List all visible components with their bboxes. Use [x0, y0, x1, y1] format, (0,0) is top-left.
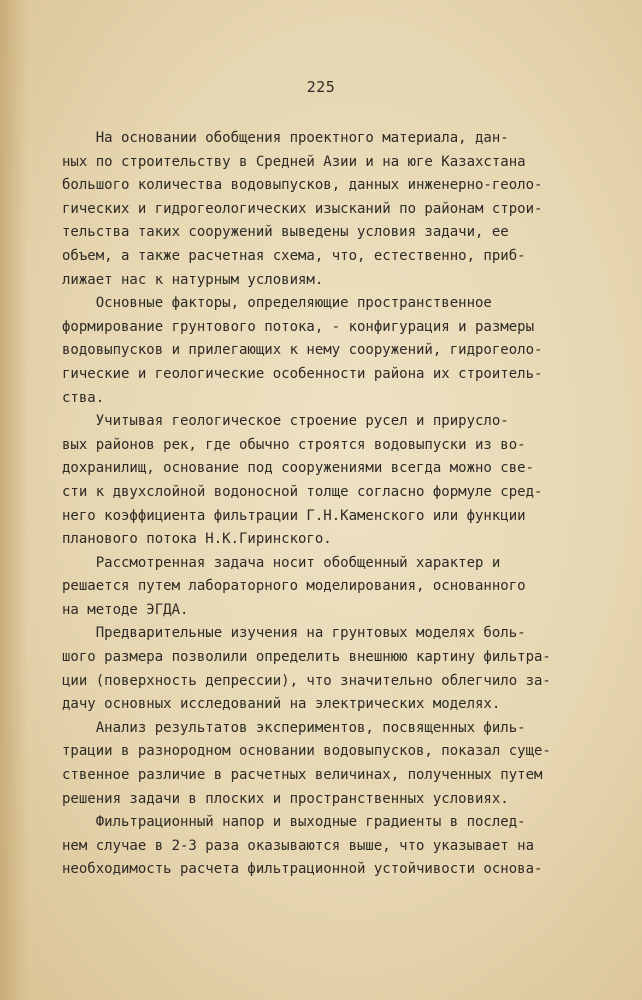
- text-line: дачу основных исследований на электрических моделях.: [62, 696, 501, 713]
- text-line: трации в разнородном основании водовыпусков, показал суще-: [62, 743, 551, 760]
- text-line: ции (поверхность депрессии), что значительно облегчило за-: [62, 672, 551, 689]
- text-line: решения задачи в плоских и пространственных условиях.: [62, 790, 509, 807]
- text-line: на методе ЭГДА.: [62, 601, 189, 618]
- text-line: дохранилищ, основание под сооружениями всегда можно све-: [62, 460, 535, 477]
- text-line: ства.: [62, 389, 105, 406]
- text-line: шого размера позволили определить внешнюю картину фильтра-: [62, 649, 551, 666]
- text-line: Анализ результатов экспериментов, посвященных филь-: [62, 719, 526, 736]
- text-line: формирование грунтового потока, - конфигурация и размеры: [62, 318, 535, 335]
- text-line: Основные факторы, определяющие пространственное: [62, 295, 492, 312]
- text-line: сти к двухслойной водоносной толще согласно формуле сред-: [62, 483, 543, 500]
- text-line: планового потока Н.К.Гиринского.: [62, 531, 332, 548]
- text-line: Учитывая геологическое строение русел и прирусло-: [62, 413, 509, 430]
- text-line: Предварительные изучения на грунтовых моделях боль-: [62, 625, 526, 642]
- text-line: лижает нас к натурным условиям.: [62, 271, 324, 288]
- text-line: гические и геологические особенности района их строитель-: [62, 365, 543, 382]
- text-line: нем случае в 2-3 раза оказываются выше, что указывает на: [62, 837, 535, 854]
- text-line: ственное различие в расчетных величинах, полученных путем: [62, 767, 543, 784]
- text-line: Фильтрационный напор и выходные градиенты в послед-: [62, 814, 526, 831]
- text-line: объем, а также расчетная схема, что, естественно, приб-: [62, 247, 526, 264]
- text-line: гических и гидрогеологических изысканий по районам строи-: [62, 200, 543, 217]
- text-line: водовыпусков и прилегающих к нему сооружений, гидрогеоло-: [62, 342, 543, 359]
- text-line: необходимость расчета фильтрационной устойчивости основа-: [62, 861, 543, 878]
- text-line: него коэффициента фильтрации Г.Н.Каменского или функции: [62, 507, 526, 524]
- text-line: На основании обобщения проектного материала, дан-: [62, 130, 509, 146]
- text-line: вых районов рек, где обычно строятся водовыпуски из во-: [62, 436, 526, 453]
- text-line: тельства таких сооружений выведены условия задачи, ее: [62, 224, 509, 241]
- page-number: 225: [306, 78, 336, 96]
- text-line: большого количества водовыпусков, данных инженерно-геоло-: [62, 177, 543, 194]
- text-line: Рассмотренная задача носит обобщенный характер и: [62, 554, 501, 571]
- body-text: [62, 127, 572, 882]
- text-line: решается путем лабораторного моделирования, основанного: [62, 578, 526, 595]
- text-line: ных по строительству в Средней Азии и на юге Казахстана: [62, 153, 526, 170]
